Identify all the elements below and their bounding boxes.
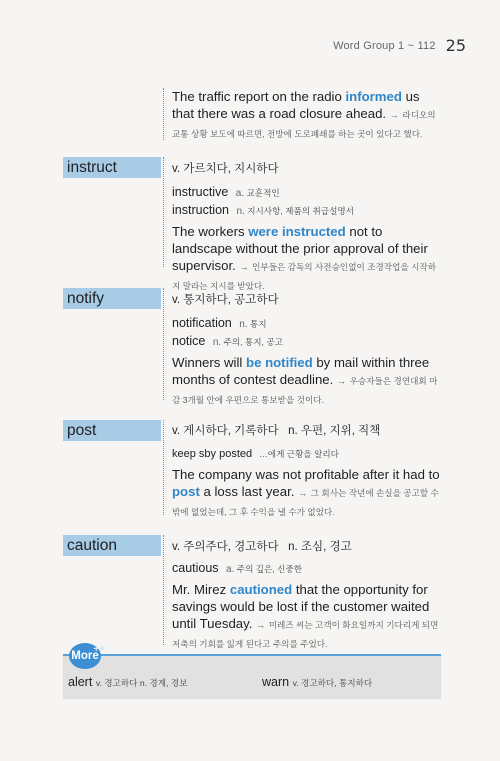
- entry-notify: [172, 293, 442, 409]
- definition: v. 주의주다, 경고하다 n. 조심, 경고: [172, 541, 352, 553]
- example-sentence: The workers were instructed not to landscape without the prior approval of their supervisor. → 인부들은 감독의 사전승인없이 조경작업을 시작하지 말라는 지시를 받았다.: [172, 224, 436, 291]
- entry-head-caution: [63, 535, 161, 556]
- definition: v. 게시하다, 기록하다 n. 우편, 지위, 직책: [172, 425, 381, 437]
- highlighted-word: informed: [345, 89, 402, 104]
- definition: v. 가르치다, 지시하다: [172, 163, 279, 175]
- divider: [163, 288, 164, 400]
- entry-word: instruct: [67, 159, 117, 176]
- derivative: notification n. 통지: [172, 316, 267, 330]
- word-group-label: Word Group 1 ~ 112: [333, 39, 436, 52]
- derivative: instruction n. 지시사항, 제품의 취급설명서: [172, 203, 354, 217]
- arrow-icon: →: [298, 488, 308, 498]
- entry-word: post: [67, 422, 97, 439]
- divider: [163, 88, 164, 140]
- divider: [163, 535, 164, 645]
- entry-instruct: [172, 162, 442, 295]
- example-sentence: Mr. Mirez cautioned that the opportunity for savings would be lost if the customer waited until Tuesday. → 미레즈 씨는 고객이 화요일까지 기다리게 되면 저축의 기회를 잃게 된다고 주의를 주었다.: [172, 582, 439, 649]
- derivative: cautious a. 주의 깊은, 신중한: [172, 561, 303, 575]
- example-sentence: Winners will be notified by mail within three months of contest deadline. → 우승자들은 경연대회 마감 3개월 안에 우편으로 통보받을 것이다.: [172, 355, 438, 405]
- arrow-icon: →: [256, 620, 266, 630]
- example-sentence: The company was not profitable after it had to post a loss last year. → 그 회사는 작년에 손실을 공고할 수 밖에 없었는데, 그 후 수익을 낼 수가 없었다.: [172, 467, 440, 517]
- translation: 라디오의 교통 상황 보도에 따르면, 전방에 도로폐쇄를 하는 곳이 있다고 했다.: [172, 110, 436, 139]
- highlighted-word: be notified: [246, 355, 313, 370]
- entry-head-instruct: [63, 157, 161, 178]
- definition: v. 통지하다, 공고하다: [172, 294, 279, 306]
- entry-head-post: [63, 420, 161, 441]
- more-divider: [63, 654, 441, 656]
- divider: [163, 157, 164, 267]
- translation: 인부들은 감독의 사전승인없이 조경작업을 시작하지 말라는 지시를 받았다.: [172, 262, 436, 291]
- derivative: keep sby posted …에게 근황을 알리다: [172, 448, 339, 460]
- translation: 그 회사는 작년에 손실을 공고할 수 밖에 없었는데, 그 후 수익을 낼 수가 없었다.: [172, 488, 439, 517]
- highlighted-word: cautioned: [229, 582, 293, 597]
- derivative: instructive a. 교훈적인: [172, 185, 280, 199]
- entry-word: notify: [67, 290, 105, 307]
- plus-icon: ++: [93, 644, 105, 655]
- entry-post: [172, 424, 442, 521]
- more-item-warn: warn v. 경고하다, 통지하다: [262, 675, 373, 689]
- highlighted-word: post: [172, 484, 200, 499]
- more-item-alert: alert v. 경고하다 n. 경계, 경보: [68, 675, 188, 689]
- page-header: [333, 36, 466, 55]
- entry-word: caution: [67, 537, 117, 554]
- divider: [163, 420, 164, 515]
- entry-head-notify: [63, 288, 161, 309]
- arrow-icon: →: [389, 110, 399, 120]
- translation: 미레즈 씨는 고객이 화요일까지 기다리게 되면 저축의 기회를 잃게 된다고 주의를 주었다.: [172, 620, 439, 649]
- entry-caution: [172, 540, 442, 653]
- translation: 우승자들은 경연대회 마감 3개월 안에 우편으로 통보받을 것이다.: [172, 376, 438, 405]
- page-number: 25: [445, 36, 466, 55]
- more-badge: More ++: [69, 643, 101, 669]
- example-sentence: The traffic report on the radio informed us that there was a road closure ahead. → 라디오의 교통 상황 보도에 따르면, 전방에 도로폐쇄를 하는 곳이 있다고 했다.: [172, 89, 436, 139]
- arrow-icon: →: [239, 262, 249, 272]
- derivative: notice n. 주의, 통지, 공고: [172, 334, 283, 348]
- top-example: [172, 88, 442, 143]
- arrow-icon: →: [336, 376, 346, 386]
- highlighted-word: were instructed: [248, 224, 346, 239]
